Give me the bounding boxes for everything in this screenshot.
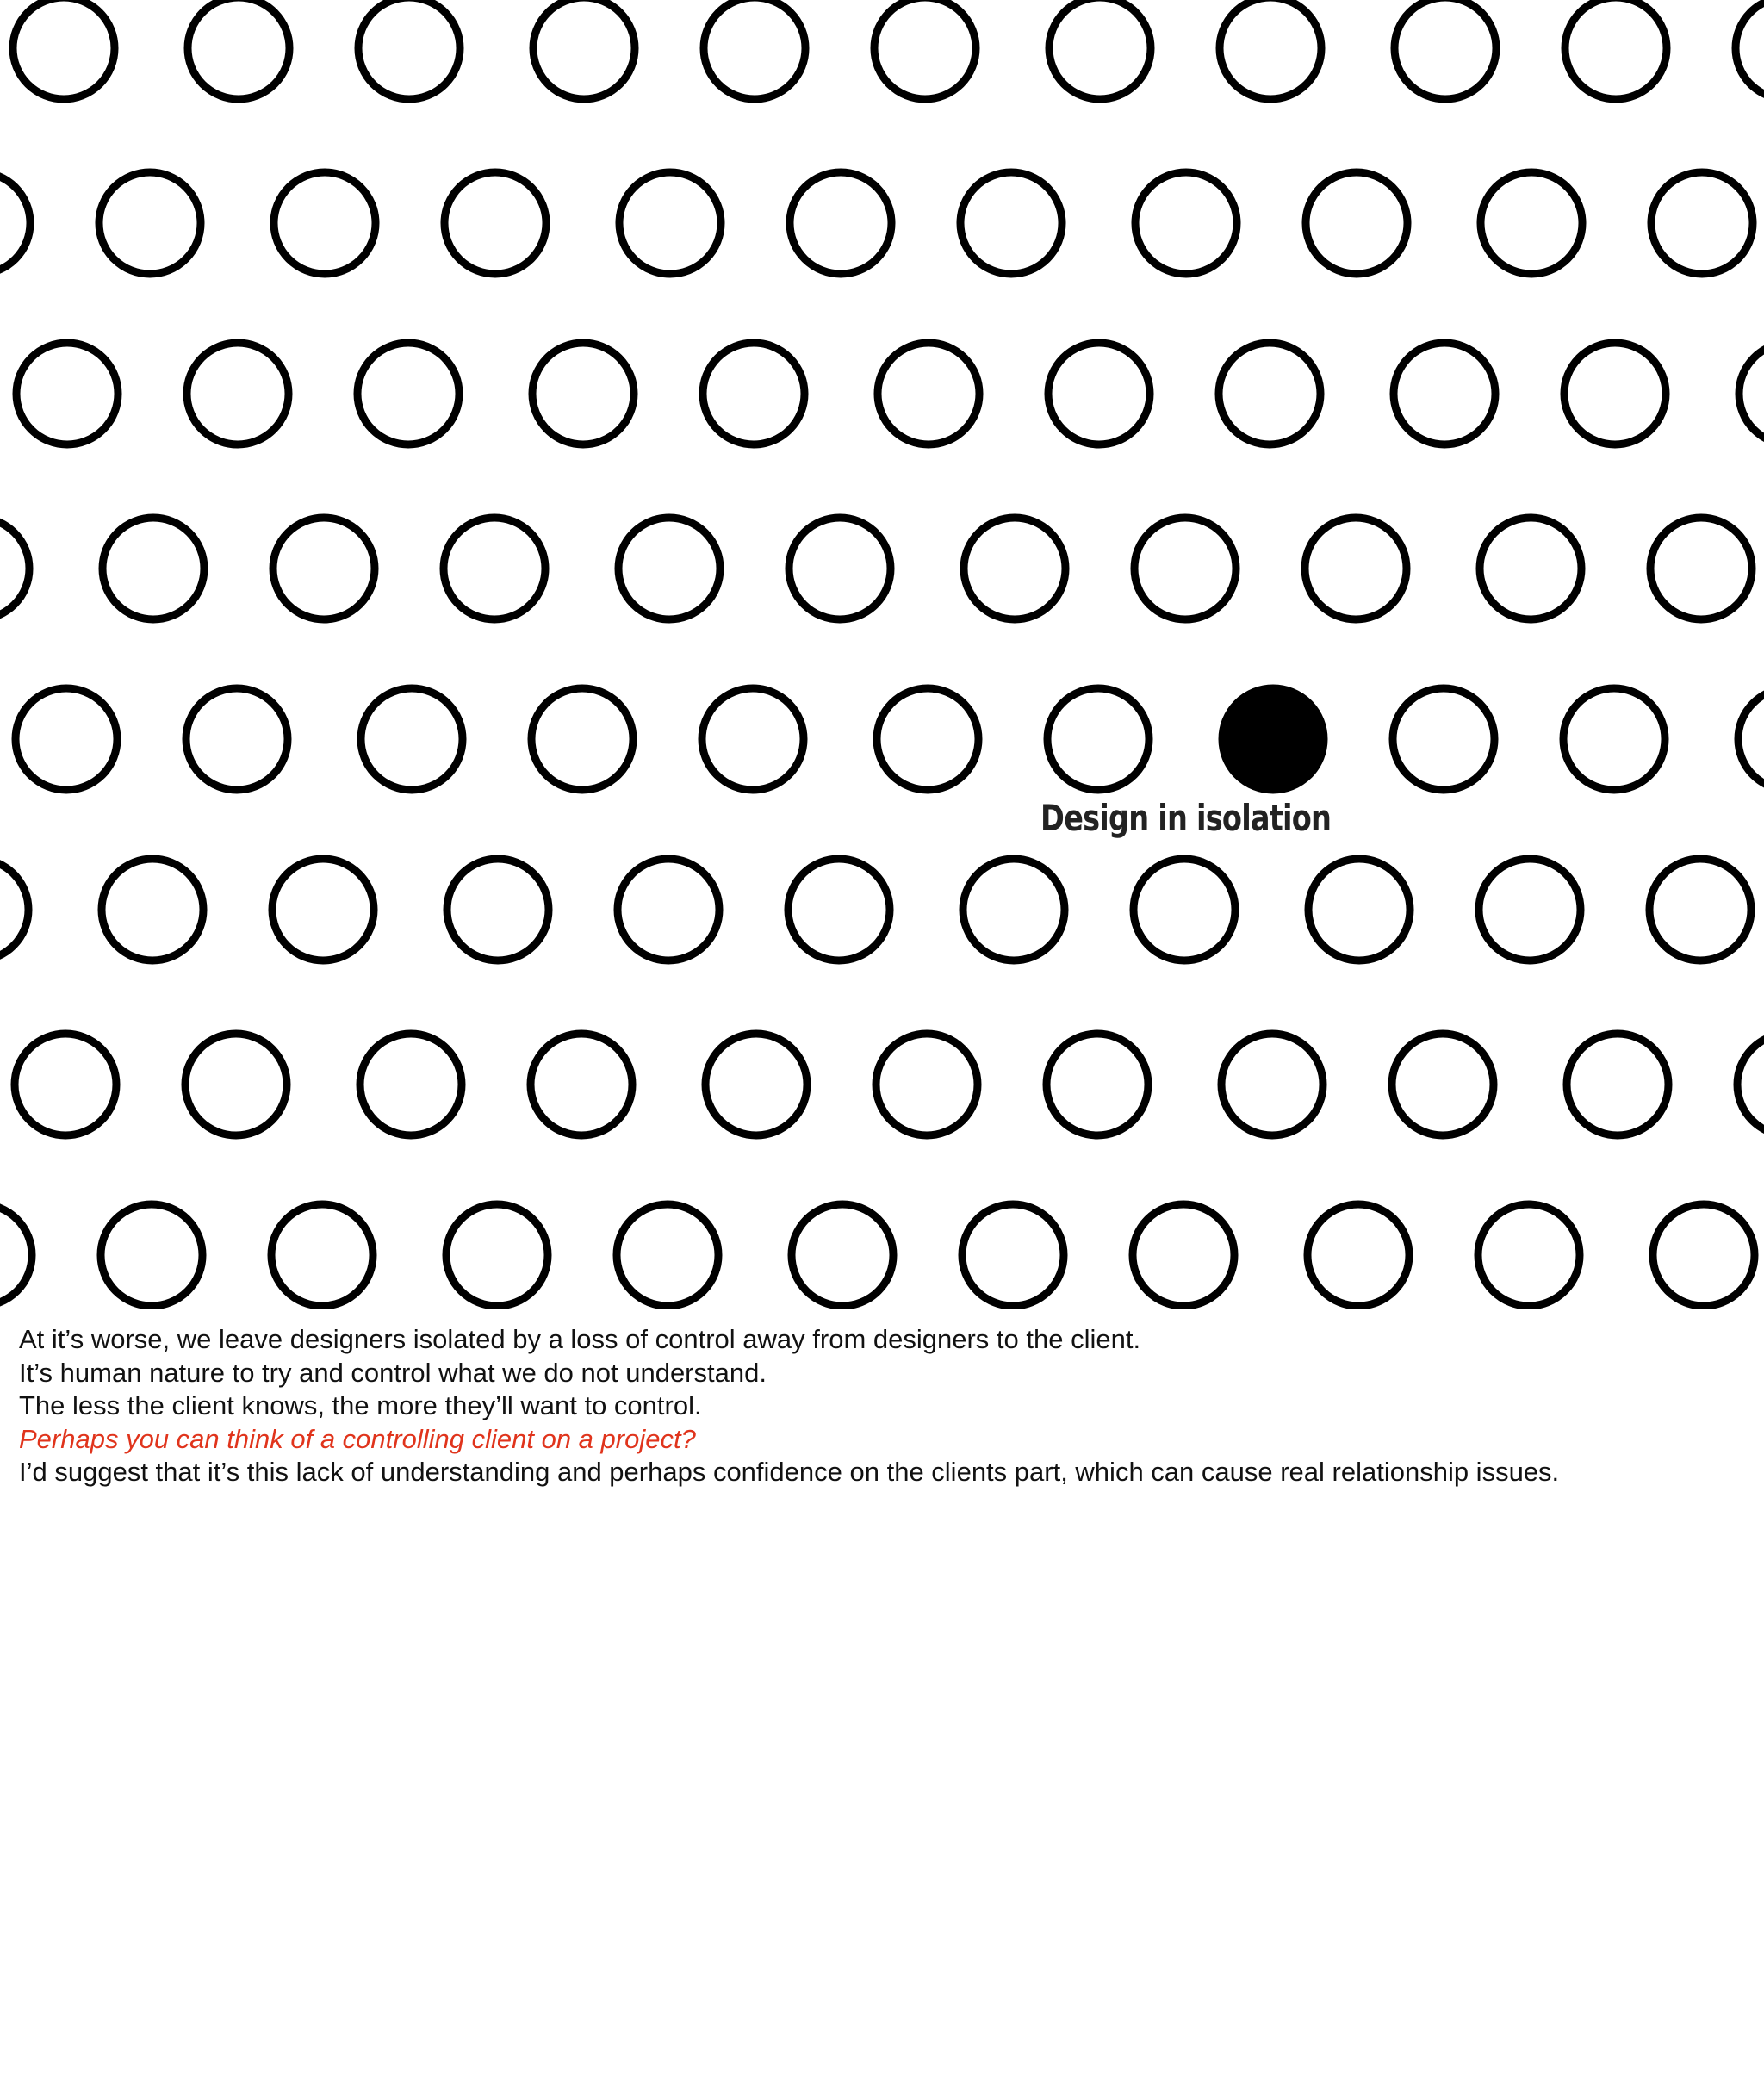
ring-icon xyxy=(0,518,29,619)
ring-icon xyxy=(705,1034,807,1135)
ring-icon xyxy=(1047,688,1149,790)
ring-icon xyxy=(878,343,979,444)
ring-icon xyxy=(185,1034,287,1135)
ring-icon xyxy=(1134,859,1235,960)
ring-icon xyxy=(13,0,115,99)
note-line: It’s human nature to try and control what we do not understand. xyxy=(19,1357,767,1388)
ring-icon xyxy=(358,0,460,99)
ring-icon xyxy=(187,343,289,444)
ring-icon xyxy=(271,1204,373,1306)
ring-icon xyxy=(1220,0,1321,99)
ring-icon xyxy=(1563,688,1665,790)
ring-icon xyxy=(1565,0,1667,99)
slide-caption: Design in isolation xyxy=(1040,797,1332,839)
ring-icon xyxy=(272,859,374,960)
ring-icon xyxy=(1479,859,1581,960)
ring-icon xyxy=(533,0,635,99)
ring-icon xyxy=(188,0,289,99)
ring-icon xyxy=(531,1034,632,1135)
note-line: At it’s worse, we leave designers isolated by a loss of control away from designers to the client. xyxy=(19,1324,1141,1354)
ring-icon xyxy=(102,859,203,960)
ring-icon xyxy=(16,688,117,790)
ring-icon xyxy=(1737,1034,1764,1135)
ring-icon xyxy=(1480,518,1581,619)
ring-icon xyxy=(1478,1204,1580,1306)
ring-icon xyxy=(360,1034,462,1135)
ring-icon xyxy=(1738,688,1764,790)
note-line: I’d suggest that it’s this lack of understanding and perhaps confidence on the clients part, which can cause real relationship issues. xyxy=(19,1457,1560,1487)
ring-icon xyxy=(0,859,28,960)
ring-icon xyxy=(1567,1034,1668,1135)
note-line-emphasis: Perhaps you can think of a controlling client on a project? xyxy=(19,1423,696,1454)
ring-icon xyxy=(789,518,891,619)
ring-icon xyxy=(964,518,1065,619)
ring-icon xyxy=(963,859,1065,960)
ring-icon xyxy=(1135,172,1237,274)
ring-icon xyxy=(1651,172,1753,274)
ring-icon xyxy=(444,518,545,619)
ring-icon xyxy=(1739,343,1764,444)
ring-icon xyxy=(703,343,804,444)
ring-icon xyxy=(702,688,804,790)
ring-icon xyxy=(446,1204,548,1306)
ring-icon xyxy=(532,343,634,444)
speaker-notes xyxy=(19,1323,1742,1489)
filled-dot-icon xyxy=(1222,688,1324,790)
ring-icon xyxy=(361,688,463,790)
ring-icon xyxy=(1133,1204,1234,1306)
ring-icon xyxy=(1134,518,1236,619)
ring-icon xyxy=(960,172,1062,274)
ring-icon xyxy=(618,859,719,960)
ring-icon xyxy=(531,688,633,790)
ring-icon xyxy=(0,1204,32,1306)
ring-icon xyxy=(1649,859,1751,960)
ring-icon xyxy=(1393,688,1494,790)
ring-icon xyxy=(704,0,805,99)
ring-icon xyxy=(1650,518,1752,619)
ring-icon xyxy=(1481,172,1582,274)
ring-icon xyxy=(1394,0,1496,99)
ring-icon xyxy=(357,343,459,444)
ring-icon xyxy=(444,172,546,274)
ring-icon xyxy=(792,1204,893,1306)
ring-icon xyxy=(102,518,204,619)
ring-icon xyxy=(1308,859,1410,960)
ring-icon xyxy=(618,518,720,619)
ring-icon xyxy=(876,1034,978,1135)
ring-icon xyxy=(1564,343,1666,444)
ring-icon xyxy=(1736,0,1764,99)
ring-icon xyxy=(790,172,891,274)
ring-icon xyxy=(186,688,288,790)
ring-icon xyxy=(0,172,30,274)
ring-icon xyxy=(1221,1034,1323,1135)
ring-icon xyxy=(99,172,201,274)
ring-icon xyxy=(788,859,890,960)
ring-icon xyxy=(16,343,118,444)
ring-icon xyxy=(1392,1034,1494,1135)
ring-icon xyxy=(619,172,721,274)
ring-icon xyxy=(1047,1034,1148,1135)
ring-icon xyxy=(273,518,375,619)
ring-icon xyxy=(874,0,976,99)
ring-icon xyxy=(877,688,978,790)
ring-icon xyxy=(1306,172,1407,274)
ring-icon xyxy=(101,1204,202,1306)
ring-icon xyxy=(274,172,376,274)
ring-icon xyxy=(617,1204,718,1306)
ring-icon xyxy=(1219,343,1320,444)
ring-icon xyxy=(962,1204,1064,1306)
ring-icon xyxy=(1307,1204,1409,1306)
ring-icon xyxy=(1653,1204,1755,1306)
ring-icon xyxy=(1049,0,1151,99)
ring-icon xyxy=(447,859,549,960)
ring-icon xyxy=(1394,343,1495,444)
ring-icon xyxy=(15,1034,116,1135)
ring-icon xyxy=(1048,343,1150,444)
note-line: The less the client knows, the more they’ll want to control. xyxy=(19,1390,702,1420)
ring-icon xyxy=(1305,518,1407,619)
